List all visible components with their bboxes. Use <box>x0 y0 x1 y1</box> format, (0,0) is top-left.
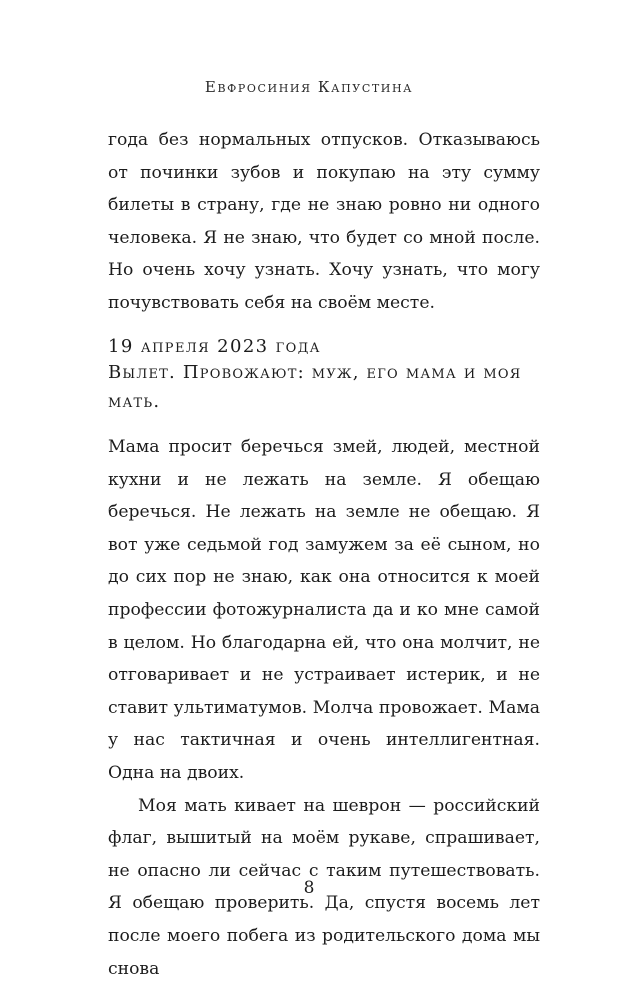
page-number: 8 <box>303 878 315 898</box>
running-head-author: Евфросиния Капустина <box>204 78 414 96</box>
entry-title-heading: Вылет. Провожают: муж, его мама и моя мать. <box>108 362 522 412</box>
opening-paragraph: года без нормальных отпусков. Отказываюсь от починки зубов и покупаю на эту сумму билеты в страну, где не знаю ровно ни одного человека. Я не знаю, что будет со мной после. Но очень хочу узнать. Хочу узнать, что могу почувствовать себя на своём месте. <box>108 130 540 313</box>
entry-paragraph: Мама просит беречься змей, людей, местной кухни и не лежать на земле. Я обещаю беречься. Не лежать на земле не обещаю. Я вот уже седьмой год замужем за её сыном, но до сих пор не знаю, как она относится к моей профессии фотожурналиста да и ко мне самой в целом. Но благодарна ей, что она молчит, не отговаривает и не устраивает истерик, и не ставит ультиматумов. Молча провожает. Мама у нас тактичная и очень интеллигентная. Одна на двоих. <box>108 437 540 783</box>
entry-text-block <box>108 431 540 985</box>
entry-paragraph: Моя мать кивает на шеврон — российский флаг, вышитый на моём рукаве, спрашивает, не опасно ли сейчас с таким путешествовать. Я обещаю проверить. Да, спустя восемь лет после моего побега из родительского дома мы снова <box>108 795 540 979</box>
opening-text-block <box>108 124 540 320</box>
entry-date-heading: 19 апреля 2023 года <box>108 336 321 357</box>
